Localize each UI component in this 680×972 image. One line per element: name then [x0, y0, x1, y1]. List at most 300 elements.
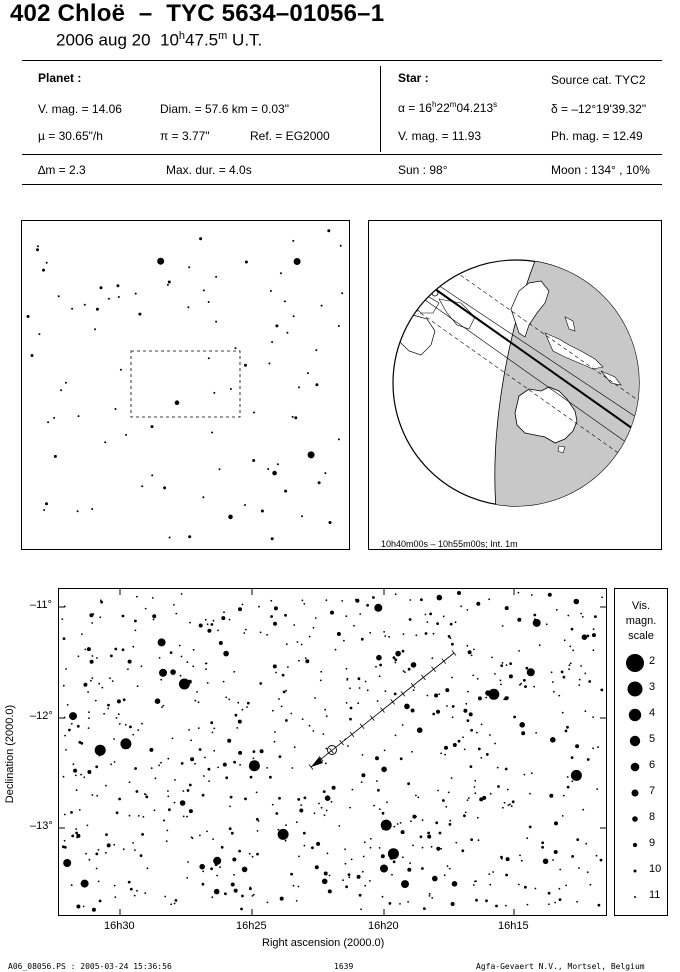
chart-star: [160, 762, 162, 764]
star-source: Source cat. TYC2: [551, 73, 646, 87]
chart-star: [393, 826, 395, 828]
new-zealand-outline: [627, 453, 637, 471]
chart-star: [228, 699, 230, 701]
magnitude-scale-dot: [628, 682, 643, 697]
magnitude-scale-label: 3: [649, 681, 656, 693]
chart-star: [488, 873, 490, 875]
chart-star: [160, 679, 162, 681]
chart-star: [571, 628, 574, 631]
chart-star: [90, 660, 94, 664]
chart-star: [596, 855, 598, 857]
chart-star: [382, 828, 384, 830]
chart-star: [179, 645, 181, 647]
chart-star: [409, 618, 412, 621]
finder-star: [230, 388, 232, 390]
finder-star: [125, 434, 127, 436]
chart-star: [497, 767, 499, 769]
chart-star: [504, 802, 506, 804]
chart-star: [576, 838, 579, 841]
chart-star: [193, 649, 195, 651]
event-datetime: 2006 aug 20 10$^h$47.5$^m$ U.T.: [56, 30, 263, 50]
chart-star: [570, 662, 572, 664]
chart-star: [362, 754, 364, 756]
info-top-rule: [22, 60, 662, 61]
track-tick: [411, 683, 415, 688]
chart-star: [188, 680, 192, 684]
finder-star: [43, 509, 45, 511]
chart-star: [593, 628, 595, 630]
chart-star: [377, 700, 379, 702]
chart-star: [468, 797, 470, 799]
chart-star: [110, 763, 112, 765]
chart-star: [71, 835, 74, 838]
chart-star: [114, 885, 116, 887]
chart-star: [135, 630, 137, 632]
chart-star: [529, 826, 532, 829]
y-tick-label: –11°: [30, 599, 52, 611]
chart-star: [326, 715, 328, 717]
chart-star: [521, 731, 525, 735]
chart-star: [302, 600, 304, 602]
chart-star: [230, 796, 233, 799]
chart-star: [548, 593, 552, 597]
chart-star: [128, 660, 132, 664]
chart-star: [206, 831, 208, 833]
chart-star: [87, 770, 91, 774]
chart-star: [486, 753, 489, 756]
chart-star: [450, 623, 453, 626]
chart-star: [594, 615, 597, 618]
track-tick: [401, 691, 405, 696]
chart-star: [309, 636, 311, 638]
chart-star: [323, 733, 325, 735]
chart-star: [173, 604, 175, 606]
chart-star: [407, 782, 410, 785]
chart-star: [109, 677, 111, 679]
magnitude-scale-label: 4: [649, 707, 656, 719]
chart-star: [402, 856, 404, 858]
chart-star: [229, 806, 231, 808]
chart-star: [300, 804, 302, 806]
chart-star: [348, 876, 350, 878]
chart-star: [153, 619, 155, 621]
chart-star: [415, 816, 417, 818]
x-tick-label: 16h15: [498, 920, 529, 932]
chart-star: [500, 664, 503, 667]
chart-star: [511, 805, 513, 807]
chart-star: [407, 901, 409, 903]
finder-star: [341, 292, 343, 294]
finder-star: [36, 248, 39, 251]
chart-star: [323, 790, 326, 793]
chart-star: [479, 797, 483, 801]
finder-star: [168, 281, 171, 284]
finder-star: [208, 301, 210, 303]
chart-star: [217, 767, 219, 769]
chart-star: [388, 636, 390, 638]
chart-star: [533, 614, 536, 617]
chart-star: [285, 690, 287, 692]
finder-star: [65, 382, 67, 384]
chart-star: [405, 704, 409, 708]
chart-star: [535, 888, 537, 890]
chart-star: [78, 655, 80, 657]
chart-star: [452, 881, 458, 887]
chart-star: [564, 639, 566, 641]
chart-star: [358, 677, 361, 680]
chart-star: [477, 817, 479, 819]
chart-star: [403, 670, 405, 672]
finder-star: [37, 245, 39, 247]
chart-star: [410, 820, 412, 822]
chart-star: [559, 898, 562, 901]
finder-star: [163, 486, 166, 489]
chart-star: [436, 622, 439, 625]
chart-star: [559, 869, 561, 871]
chart-star: [597, 746, 599, 748]
planet-motion: µ = 30.65"/h: [38, 129, 103, 143]
chart-star: [321, 807, 323, 809]
chart-star: [328, 889, 332, 893]
chart-star: [402, 724, 404, 726]
chart-star: [567, 786, 570, 789]
chart-star: [105, 785, 107, 787]
chart-star: [381, 767, 387, 773]
chart-star: [571, 855, 574, 858]
chart-star: [509, 674, 513, 678]
chart-star: [452, 705, 455, 708]
chart-star: [81, 633, 83, 635]
chart-star: [364, 885, 366, 887]
track-tick: [329, 748, 333, 753]
chart-star: [285, 840, 287, 842]
finder-star: [47, 421, 49, 423]
asteroid-track-ticks: [309, 651, 456, 770]
chart-star: [75, 775, 77, 777]
chart-star: [170, 651, 173, 654]
chart-star: [365, 681, 367, 683]
chart-star: [478, 839, 480, 841]
chart-star: [337, 632, 341, 636]
chart-star: [266, 634, 268, 636]
chart-star: [455, 621, 457, 623]
finder-star: [118, 296, 120, 298]
sun-elongation: Sun : 98°: [398, 163, 448, 177]
chart-star: [376, 780, 378, 782]
chart-star: [582, 616, 584, 618]
chart-star: [444, 754, 446, 756]
chart-star: [349, 807, 351, 809]
chart-star: [382, 896, 384, 898]
chart-star: [225, 776, 228, 779]
chart-star: [117, 699, 121, 703]
chart-star: [436, 847, 440, 851]
chart-star: [404, 671, 406, 673]
chart-star: [227, 739, 231, 743]
chart-star: [256, 818, 259, 821]
chart-star: [433, 633, 435, 635]
chart-star: [183, 816, 185, 818]
chart-star: [548, 903, 550, 905]
chart-star: [152, 614, 156, 618]
chart-star: [278, 829, 280, 831]
chart-star: [565, 730, 568, 733]
delta-mag: ∆m = 2.3: [38, 163, 86, 177]
chart-star: [449, 823, 452, 826]
chart-star: [81, 880, 89, 888]
chart-star: [137, 685, 139, 687]
track-tick: [432, 667, 436, 672]
chart-star: [325, 795, 331, 801]
finder-star: [277, 463, 279, 465]
chart-star: [275, 672, 277, 674]
chart-star: [436, 710, 440, 714]
magnitude-scale-label: 7: [649, 785, 656, 797]
chart-star: [212, 838, 214, 840]
chart-star: [494, 690, 496, 692]
chart-star: [95, 765, 98, 768]
chart-star: [421, 867, 424, 870]
chart-star: [221, 846, 224, 849]
chart-star: [93, 613, 95, 615]
chart-star: [285, 824, 287, 826]
chart-star: [453, 743, 457, 747]
chart-star: [568, 668, 570, 670]
x-tick-label: 16h30: [104, 920, 135, 932]
chart-star: [241, 895, 244, 898]
finder-star: [202, 496, 204, 498]
chart-star: [92, 794, 94, 796]
chart-star: [582, 634, 588, 640]
chart-star: [580, 613, 582, 615]
footer-page-number: 1639: [334, 962, 354, 971]
chart-star: [580, 665, 582, 667]
finder-field-box: [131, 351, 240, 417]
chart-star: [245, 629, 247, 631]
chart-star: [351, 859, 353, 861]
chart-star: [110, 655, 113, 658]
chart-star: [91, 622, 93, 624]
finder-star: [340, 245, 342, 247]
chart-star: [587, 758, 590, 761]
finder-star: [135, 293, 137, 295]
finder-star: [211, 432, 213, 434]
chart-star: [431, 846, 433, 848]
chart-star: [223, 611, 225, 613]
chart-star: [512, 800, 515, 803]
chart-star: [393, 656, 396, 659]
chart-star: [584, 673, 586, 675]
chart-star: [324, 872, 328, 876]
chart-star: [460, 605, 462, 607]
finder-star: [78, 415, 80, 417]
chart-star: [449, 820, 451, 822]
chart-star: [451, 777, 453, 779]
chart-star: [326, 599, 328, 601]
chart-star: [175, 613, 177, 615]
chart-star: [527, 904, 529, 906]
chart-star: [554, 902, 556, 904]
chart-star: [506, 857, 510, 861]
chart-star: [270, 615, 273, 618]
chart-star: [567, 615, 569, 617]
chart-star: [303, 832, 306, 835]
chart-star: [210, 867, 213, 870]
chart-star: [543, 859, 549, 865]
chart-star: [141, 723, 143, 725]
chart-star: [314, 697, 316, 699]
chart-star: [600, 859, 603, 862]
finder-star: [208, 357, 210, 359]
chart-star: [379, 675, 381, 677]
chart-star: [238, 751, 242, 755]
chart-star: [168, 808, 171, 811]
finder-star: [199, 237, 202, 240]
chart-star: [500, 680, 502, 682]
chart-star: [397, 823, 399, 825]
chart-star: [463, 709, 467, 713]
chart-star: [122, 615, 125, 618]
chart-star: [563, 676, 566, 679]
chart-star: [427, 835, 431, 839]
planet-vmag: V. mag. = 14.06: [38, 102, 122, 116]
finder-star: [324, 472, 326, 474]
chart-star: [467, 691, 469, 693]
globe-panel: [368, 220, 662, 550]
chart-star: [500, 684, 502, 686]
chart-star: [166, 830, 168, 832]
finder-star: [272, 471, 277, 476]
chart-star: [242, 604, 244, 606]
chart-star: [98, 881, 100, 883]
chart-star: [461, 849, 464, 852]
chart-star: [224, 892, 227, 895]
finder-star: [46, 262, 48, 264]
chart-star: [91, 677, 93, 679]
chart-star: [92, 908, 96, 912]
chart-star: [447, 865, 449, 867]
chart-star: [278, 829, 289, 840]
chart-star: [95, 700, 97, 702]
chart-star: [164, 896, 166, 898]
chart-star: [100, 601, 103, 604]
chart-star: [141, 665, 143, 667]
info-mid-rule: [22, 154, 662, 155]
chart-star: [299, 809, 303, 813]
chart-star: [381, 854, 385, 858]
chart-star: [163, 819, 165, 821]
chart-star: [420, 598, 423, 601]
chart-star: [134, 849, 136, 851]
chart-star: [467, 799, 469, 801]
chart-star: [379, 664, 382, 667]
chart-star: [349, 687, 351, 689]
chart-star: [576, 901, 578, 903]
chart-star: [76, 837, 78, 839]
chart-star: [355, 599, 359, 603]
chart-star: [437, 790, 439, 792]
track-tick: [421, 675, 425, 680]
chart-star: [167, 758, 169, 760]
chart-star: [465, 703, 467, 705]
finder-star: [338, 438, 340, 440]
chart-star: [95, 853, 98, 856]
chart-star: [159, 669, 167, 677]
chart-star: [407, 868, 411, 872]
chart-star: [373, 805, 375, 807]
chart-star: [346, 668, 348, 670]
finder-star: [116, 284, 119, 287]
chart-star: [411, 751, 413, 753]
chart-star: [273, 622, 277, 626]
chart-star: [395, 662, 397, 664]
globe-caption: 10h40m00s – 10h55m00s; Int. 1m: [381, 539, 518, 549]
chart-star: [470, 838, 473, 841]
chart-star: [462, 736, 464, 738]
chart-star: [88, 711, 90, 713]
chart-star: [208, 780, 210, 782]
chart-star: [223, 681, 225, 683]
chart-star: [134, 895, 136, 897]
chart-star: [231, 832, 234, 835]
chart-star: [256, 853, 259, 856]
chart-star: [505, 768, 508, 771]
chart-star: [600, 689, 603, 692]
chart-star: [290, 713, 292, 715]
chart-star: [478, 696, 482, 700]
chart-star: [116, 717, 118, 719]
chart-star: [132, 646, 134, 648]
finder-star: [315, 383, 318, 386]
chart-star: [283, 691, 286, 694]
chart-star: [103, 713, 105, 715]
chart-star: [529, 793, 531, 795]
chart-star: [588, 680, 591, 683]
chart-star: [298, 660, 300, 662]
chart-star: [229, 827, 232, 830]
chart-star: [592, 747, 594, 749]
chart-star: [485, 697, 487, 699]
chart-star: [320, 680, 322, 682]
chart-star: [242, 709, 244, 711]
chart-star: [357, 875, 361, 879]
chart-star: [68, 729, 71, 732]
chart-star: [417, 727, 423, 733]
chart-star: [85, 853, 87, 855]
chart-star: [391, 874, 393, 876]
chart-star: [122, 648, 125, 651]
chart-star: [291, 767, 293, 769]
finder-star: [307, 372, 309, 374]
chart-star: [266, 767, 268, 769]
finder-star: [157, 258, 164, 265]
chart-star: [304, 796, 307, 799]
chart-star: [457, 591, 461, 595]
chart-star: [76, 789, 78, 791]
finder-star: [138, 313, 141, 316]
chart-star: [219, 641, 223, 645]
finder-star: [253, 412, 255, 414]
chart-star: [562, 815, 564, 817]
chart-star: [187, 861, 189, 863]
chart-star: [442, 799, 445, 802]
chart-star: [179, 679, 190, 690]
x-axis-title: Right ascension (2000.0): [262, 937, 385, 949]
chart-star: [601, 596, 603, 598]
chart-star: [571, 770, 582, 781]
chart-star: [238, 850, 241, 853]
chart-star: [431, 897, 433, 899]
